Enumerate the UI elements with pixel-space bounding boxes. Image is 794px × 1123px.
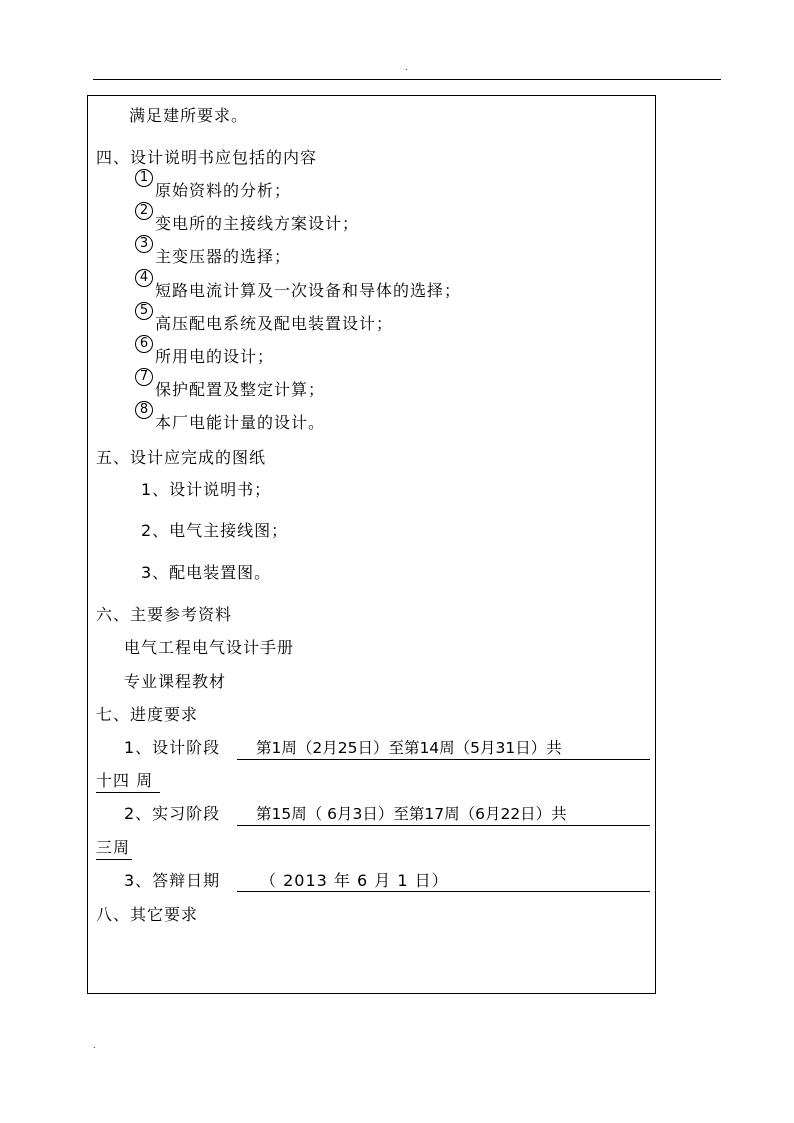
design-stage-label: 1、设计阶段 (124, 738, 221, 757)
item-text: 主变压器的选择； (155, 247, 292, 266)
design-stage-underline (237, 759, 650, 760)
section4-title: 四、设计说明书应包括的内容 (96, 148, 318, 167)
reference-2: 专业课程教材 (124, 672, 227, 691)
defense-date-label: 3、答辩日期 (124, 871, 221, 890)
practice-stage-continuation-underline (96, 859, 132, 860)
circled-number: 7 (135, 368, 153, 386)
practice-stage-label: 2、实习阶段 (124, 804, 221, 823)
design-stage-continuation-underline (96, 792, 160, 793)
design-stage-continuation: 十四 周 (96, 771, 154, 790)
section5-item-3: 3、配电装置图。 (141, 563, 272, 582)
footer-dot: . (93, 1041, 96, 1050)
intro-line: 满足建所要求。 (129, 106, 249, 125)
defense-date-underline (237, 891, 650, 892)
section5-item-2: 2、电气主接线图； (141, 521, 289, 540)
header-rule (93, 79, 721, 80)
item-text: 保护配置及整定计算； (155, 380, 326, 399)
item-text: 本厂电能计量的设计。 (155, 413, 326, 432)
circled-number: 4 (135, 269, 153, 287)
circled-number: 6 (135, 335, 153, 353)
item-text: 高压配电系统及配电装置设计； (155, 314, 394, 333)
practice-stage-value: 第15周（ 6月3日）至第17周（6月22日）共 (256, 805, 567, 823)
reference-1: 电气工程电气设计手册 (124, 638, 295, 657)
header-dot: . (405, 63, 408, 72)
section6-title: 六、主要参考资料 (96, 605, 233, 624)
circled-number: 1 (135, 169, 153, 187)
circled-number: 2 (135, 202, 153, 220)
circled-number: 8 (135, 401, 153, 419)
section7-title: 七、进度要求 (96, 705, 199, 724)
defense-date-value: （ 2013 年 6 月 1 日） (260, 871, 449, 890)
item-text: 所用电的设计； (155, 347, 275, 366)
practice-stage-underline (237, 825, 650, 826)
circled-number: 3 (135, 235, 153, 253)
section8-title: 八、其它要求 (96, 905, 199, 924)
practice-stage-continuation: 三周 (96, 838, 131, 857)
circled-number: 5 (135, 302, 153, 320)
item-text: 原始资料的分析； (155, 181, 292, 200)
item-text: 短路电流计算及一次设备和导体的选择； (155, 281, 462, 300)
design-stage-value: 第1周（2月25日）至第14周（5月31日）共 (256, 739, 562, 757)
section5-item-1: 1、设计说明书； (141, 480, 272, 499)
section5-title: 五、设计应完成的图纸 (96, 448, 267, 467)
item-text: 变电所的主接线方案设计； (155, 214, 360, 233)
